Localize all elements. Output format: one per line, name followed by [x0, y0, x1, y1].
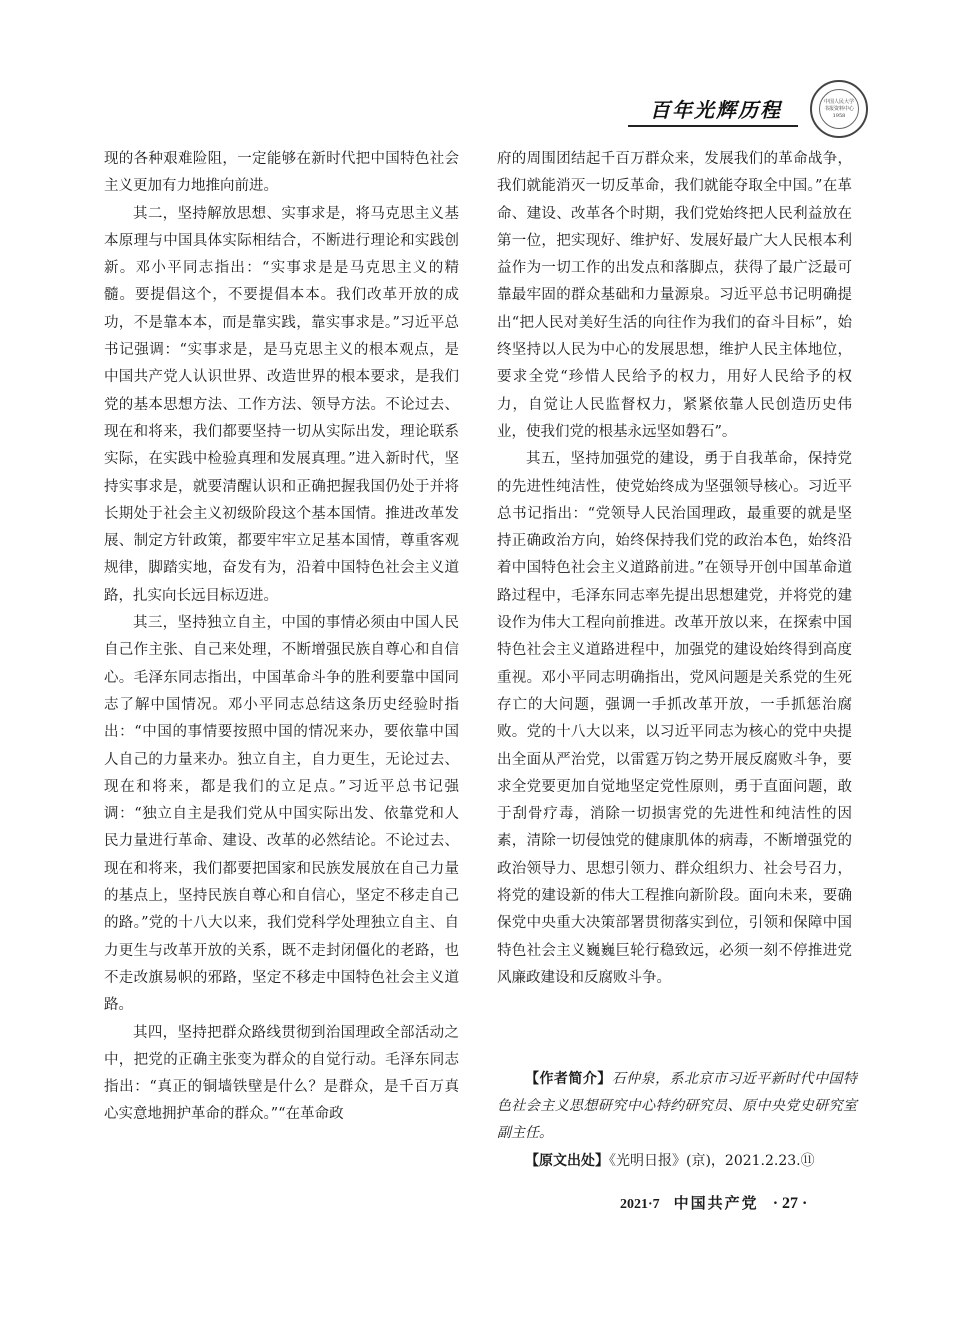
section-title: 百年光辉历程	[650, 98, 782, 122]
issue-number: 2021·7	[620, 1197, 660, 1212]
paragraph: 其四，坚持把群众路线贯彻到治国理政全部活动之中，把党的正确主张变为群众的自觉行动。毛泽东同志指出：“真正的铜墙铁壁是什么？是群众，是千百万真心实意地拥护革命的群众。”“在革命政	[104, 1024, 459, 1123]
logo-line1: 中国人民大学	[823, 98, 854, 105]
author-note	[497, 1066, 857, 1147]
source-note-label: 【原文出处】	[525, 1153, 609, 1169]
logo-seal	[819, 89, 859, 129]
page-number: · 27 ·	[772, 1195, 808, 1212]
journal-name: 中国共产党	[673, 1194, 759, 1212]
paragraph: 其五，坚持加强党的建设，勇于自我革命，保持党的先进性纯洁性，使党始终成为坚强领导核心。习近平总书记指出：“党领导人民治国理政，最重要的就是坚持正确政治方向，始终保持我们党的政治本色，始终沿着中国特色社会主义道路前进。”在领导开创中国革命道路过程中，毛泽东同志率先提出思想建党，并将党的建设作为伟大工程向前推进。改革开放以来，在探索中国特色社会主义道路进程中，加强党的建设始终得到高度重视。邓小平同志明确指出，党风问题是关系党的生死存亡的大问题，强调一手抓改革开放，一手抓惩治腐败。党的十八大以来，以习近平同志为核心的党中央提出全面从严治党，以雷霆万钧之势开展反腐败斗争，要求全党要更加自觉地坚定党性原则，勇于直面问题，敢于刮骨疗毒，消除一切损害党的先进性和纯洁性的因素，清除一切侵蚀党的健康肌体的病毒，不断增强党的政治领导力、思想引领力、群众组织力、社会号召力，将党的建设新的伟大工程推向新阶段。面向未来，要确保党中央重大决策部署贯彻落实到位，引领和保障中国特色社会主义巍巍巨轮行稳致远，必须一刻不停推进党风廉政建设和反腐败斗争。	[497, 451, 852, 986]
source-note	[497, 1148, 857, 1175]
left-column	[104, 146, 459, 1129]
source-note-text: 《光明日报》(京)，2021.2.23.⑪	[609, 1153, 815, 1169]
publisher-logo	[810, 80, 868, 138]
logo-line2: 书报资料中心	[823, 105, 854, 112]
paragraph: 其二，坚持解放思想、实事求是，将马克思主义基本原理与中国具体实际相结合，不断进行理论和实践创新。邓小平同志指出：“实事求是是马克思主义的精髓。要提倡这个，不要提倡本本。我们改革开放的成功，不是靠本本，而是靠实践，靠实事求是。”习近平总书记强调：“实事求是，是马克思主义的根本观点，是中国共产党人认识世界、改造世界的根本要求，是我们党的基本思想方法、工作方法、领导方法。不论过去、现在和将来，我们都要坚持一切从实际出发，理论联系实际，在实践中检验真理和发展真理。”进入新时代，坚持实事求是，就要清醒认识和正确把握我国仍处于并将长期处于社会主义初级阶段这个基本国情。推进改革发展、制定方针政策，都要牢牢立足基本国情，尊重客观规律，脚踏实地，奋发有为，沿着中国特色社会主义道路，扎实向长远目标迈进。	[104, 205, 459, 604]
paragraph: 府的周围团结起千百万群众来，发展我们的革命战争，我们就能消灭一切反革命，我们就能夺取全中国。”在革命、建设、改革各个时期，我们党始终把人民利益放在第一位，把实现好、维护好、发展好最广大人民根本利益作为一切工作的出发点和落脚点，获得了最广泛最可靠最牢固的群众基础和力量源泉。习近平总书记明确提出“把人民对美好生活的向往作为我们的奋斗目标”，始终坚持以人民为中心的发展思想，维护人民主体地位，要求全党“珍惜人民给予的权力，用好人民给予的权力，自觉让人民监督权力，紧紧依靠人民创造历史伟业，使我们党的根基永远坚如磐石”。	[497, 151, 852, 440]
header-rule	[628, 125, 798, 127]
author-note-label: 【作者简介】	[525, 1071, 612, 1087]
author-note-text: 石仲泉，系北京市习近平新时代中国特色社会主义思想研究中心特约研究员、原中央党史研究室副主任。	[497, 1071, 858, 1141]
page-footer	[620, 1192, 870, 1213]
logo-year: 1958	[832, 112, 846, 119]
paragraph: 现的各种艰难险阻，一定能够在新时代把中国特色社会主义更加有力地推向前进。	[104, 151, 459, 195]
paragraph: 其三，坚持独立自主，中国的事情必须由中国人民自己作主张、自己来处理，不断增强民族自尊心和自信心。毛泽东同志指出，中国革命斗争的胜利要靠中国同志了解中国情况。邓小平同志总结这条历史经验时指出：“中国的事情要按照中国的情况来办，要依靠中国人自己的力量来办。独立自主，自力更生，无论过去、现在和将来，都是我们的立足点。”习近平总书记强调：“独立自主是我们党从中国实际出发、依靠党和人民力量进行革命、建设、改革的必然结论。不论过去、现在和将来，我们都要把国家和民族发展放在自己力量的基点上，坚持民族自尊心和自信心，坚定不移走自己的路。”党的十八大以来，我们党科学处理独立自主、自力更生与改革开放的关系，既不走封闭僵化的老路，也不走改旗易帜的邪路，坚定不移走中国特色社会主义道路。	[104, 615, 459, 1014]
right-column	[497, 146, 852, 992]
